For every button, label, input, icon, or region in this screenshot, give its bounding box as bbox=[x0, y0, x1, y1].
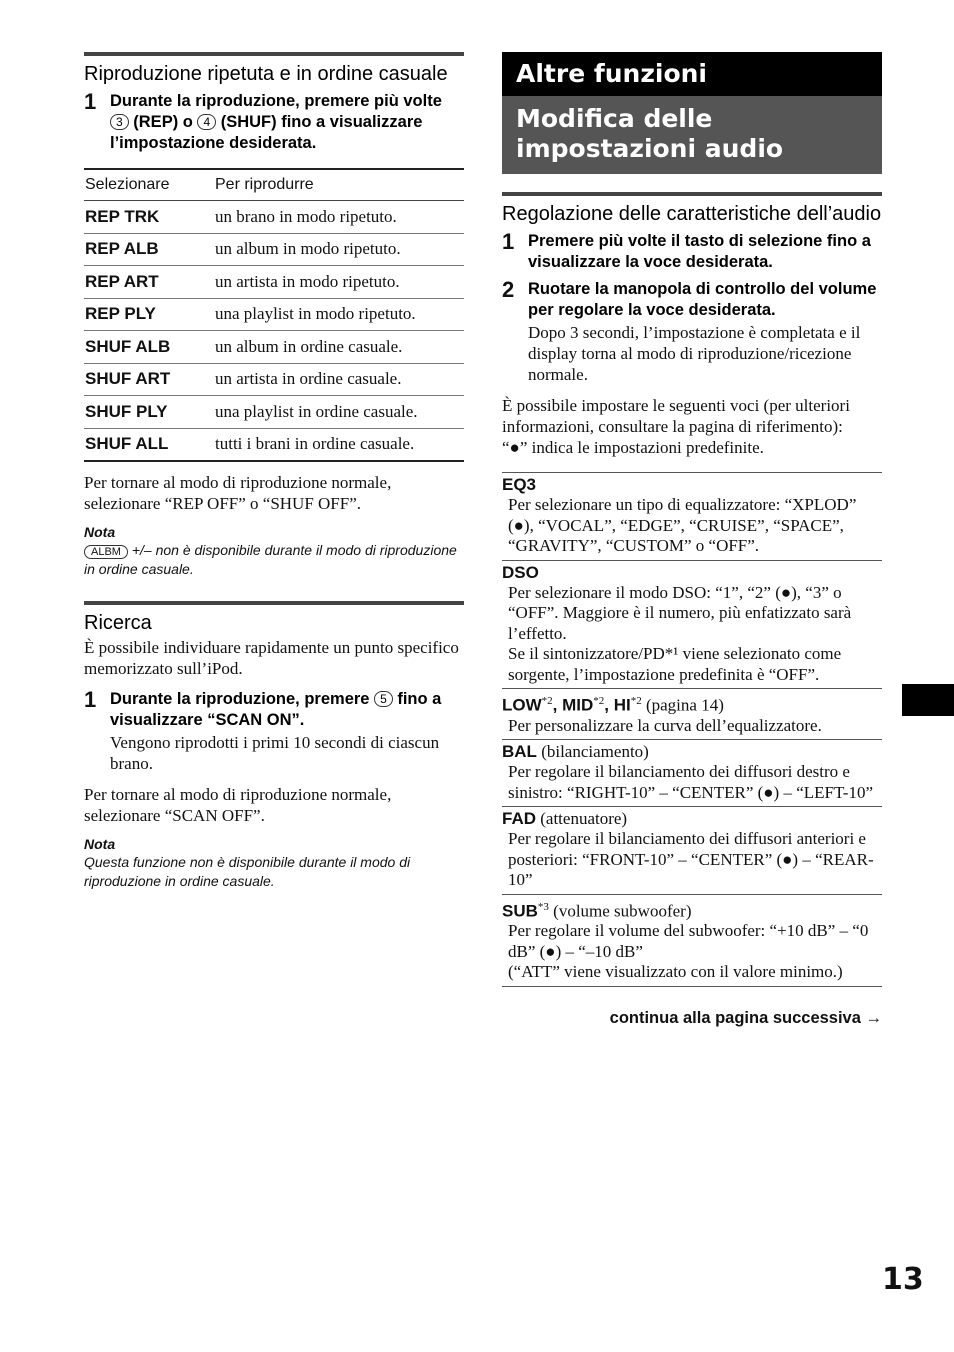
setting-key-suffix: (bilanciamento) bbox=[536, 742, 649, 762]
footnote-marker: *2 bbox=[630, 695, 642, 707]
section-rule bbox=[84, 601, 464, 605]
step-1-repeat bbox=[84, 91, 464, 154]
return-instruction: Per tornare al modo di riproduzione normale, selezionare “SCAN OFF”. bbox=[84, 785, 392, 825]
step-content bbox=[528, 279, 882, 385]
settings-intro: È possibile impostare le seguenti voci (per ulteriori informazioni, consultare la pagina di riferimento): bbox=[502, 396, 850, 436]
step-number: 1 bbox=[84, 89, 97, 114]
footnote-marker: *3 bbox=[537, 900, 549, 913]
table-cell-desc: un artista in modo ripetuto. bbox=[214, 266, 464, 299]
note-title: Nota bbox=[84, 836, 116, 852]
setting-low-mid-hi bbox=[502, 688, 882, 739]
table-cell-desc: una playlist in modo ripetuto. bbox=[214, 298, 464, 331]
button-3-key: 3 bbox=[110, 114, 129, 130]
note-text bbox=[84, 541, 464, 579]
setting-desc-extra: (“ATT” viene visualizzato con il valore minimo.) bbox=[508, 962, 843, 982]
section-rule bbox=[502, 192, 882, 196]
step-2-audio bbox=[502, 279, 882, 385]
setting-key-suffix: (attenuatore) bbox=[536, 809, 628, 829]
step-text-part: (REP) o bbox=[128, 113, 198, 131]
table-cell-key: SHUF ALL bbox=[84, 428, 214, 461]
button-4-key: 4 bbox=[197, 114, 216, 130]
setting-key-label: , MID bbox=[552, 695, 594, 715]
setting-key-label: BAL bbox=[502, 742, 537, 762]
table-row bbox=[84, 363, 464, 396]
step-1-audio bbox=[502, 231, 882, 273]
table-header: Selezionare bbox=[84, 169, 214, 201]
note-text: Questa funzione non è disponibile durante il modo di riproduzione in ordine casuale. bbox=[84, 854, 411, 889]
step-content bbox=[110, 689, 464, 774]
note-title: Nota bbox=[84, 524, 116, 540]
page-edge-tab bbox=[902, 684, 954, 716]
table-header-row bbox=[84, 169, 464, 201]
banner-subtitle: Modifica delle impostazioni audio bbox=[502, 96, 882, 174]
setting-key bbox=[502, 809, 882, 829]
setting-fad bbox=[502, 806, 882, 894]
setting-key-suffix: (pagina 14) bbox=[641, 695, 724, 715]
footnote-marker: *2 bbox=[541, 695, 553, 707]
section-title-audio: Regolazione delle caratteristiche dell’audio bbox=[502, 203, 882, 225]
table-row bbox=[84, 331, 464, 364]
setting-desc: Per regolare il bilanciamento dei diffusori destro e sinistro: “RIGHT-10” – “CENTER” (●) – “LEFT-10” bbox=[508, 762, 874, 802]
banner-title: Altre funzioni bbox=[502, 52, 882, 96]
setting-key bbox=[502, 691, 882, 716]
table-cell-key: SHUF ALB bbox=[84, 331, 214, 364]
setting-key bbox=[502, 897, 882, 922]
table-row bbox=[84, 233, 464, 266]
setting-desc: Per selezionare il modo DSO: “1”, “2” (●), “3” o “OFF”. Maggiore è il numero, più enfatizzato sarà l’effetto. bbox=[508, 582, 852, 643]
setting-key-label: LOW bbox=[502, 695, 542, 715]
table-row bbox=[84, 298, 464, 331]
setting-desc: Per selezionare un tipo di equalizzatore: “XPLOD” (●), “VOCAL”, “EDGE”, “CRUISE”, “SPACE”, “GRAVITY”, “CUSTOM” o “OFF”. bbox=[508, 495, 857, 555]
setting-key-label: SUB bbox=[502, 901, 538, 921]
footnote-marker: *2 bbox=[593, 695, 605, 707]
setting-desc-extra: Se il sintonizzatore/PD*¹ viene selezionato come sorgente, l’impostazione predefinita è “OFF”. bbox=[508, 644, 842, 684]
default-note: “●” indica le impostazioni predefinite. bbox=[502, 438, 764, 457]
table-cell-key: REP ALB bbox=[84, 233, 214, 266]
step-number: 1 bbox=[502, 229, 515, 254]
note-text-part: +/– non è disponibile durante il modo di riproduzione in ordine casuale. bbox=[84, 542, 457, 577]
table-cell-desc: un album in ordine casuale. bbox=[214, 331, 464, 364]
table-header: Per riprodurre bbox=[214, 169, 464, 201]
setting-key bbox=[502, 475, 882, 495]
table-cell-key: SHUF PLY bbox=[84, 396, 214, 429]
setting-sub bbox=[502, 894, 882, 987]
albm-button-key: ALBM bbox=[84, 545, 128, 559]
setting-key-suffix: (volume subwoofer) bbox=[548, 901, 692, 921]
return-instruction: Per tornare al modo di riproduzione normale, selezionare “REP OFF” o “SHUF OFF”. bbox=[84, 473, 392, 513]
step-body: Vengono riprodotti i primi 10 secondi di ciascun brano. bbox=[110, 733, 440, 773]
step-instruction bbox=[110, 689, 464, 731]
setting-key-label: FAD bbox=[502, 809, 536, 829]
table-row bbox=[84, 266, 464, 299]
continue-next-page: continua alla pagina successiva → bbox=[609, 1008, 882, 1027]
setting-key-label: DSO bbox=[502, 562, 539, 582]
setting-desc: Per regolare il bilanciamento dei diffusori anteriori e posteriori: “FRONT-10” – “CENTER” (●) – “REAR-10” bbox=[508, 829, 874, 890]
button-5-key: 5 bbox=[374, 691, 393, 707]
table-cell-desc: un album in modo ripetuto. bbox=[214, 233, 464, 266]
setting-desc: Per personalizzare la curva dell’equalizzatore. bbox=[508, 715, 822, 735]
step-text-part: Durante la riproduzione, premere più volte bbox=[110, 92, 442, 110]
step-body: Dopo 3 secondi, l’impostazione è completata e il display torna al modo di riproduzione/ricezione normale. bbox=[528, 323, 861, 384]
section-rule bbox=[84, 52, 464, 56]
setting-key bbox=[502, 742, 882, 762]
table-cell-key: REP TRK bbox=[84, 201, 214, 234]
setting-desc: Per regolare il volume del subwoofer: “+10 dB” – “0 dB” (●) – “–10 dB” bbox=[508, 921, 869, 961]
setting-dso bbox=[502, 560, 882, 689]
step-instruction: Premere più volte il tasto di selezione fino a visualizzare la voce desiderata. bbox=[528, 232, 871, 271]
table-cell-key: REP ART bbox=[84, 266, 214, 299]
section-title-repeat-shuffle: Riproduzione ripetuta e in ordine casuale bbox=[84, 63, 448, 85]
step-number: 2 bbox=[502, 277, 515, 302]
step-text-part: Durante la riproduzione, premere bbox=[110, 690, 375, 708]
step-instruction: Ruotare la manopola di controllo del volume per regolare la voce desiderata. bbox=[528, 280, 877, 319]
table-cell-key: SHUF ART bbox=[84, 363, 214, 396]
page-number: 13 bbox=[882, 1262, 924, 1297]
setting-key bbox=[502, 563, 882, 583]
table-cell-desc: una playlist in ordine casuale. bbox=[214, 396, 464, 429]
left-column bbox=[84, 52, 464, 891]
step-text-part: (SHUF) fino a visualizzare l’impostazione desiderata. bbox=[110, 113, 423, 152]
step-number: 1 bbox=[84, 687, 97, 712]
table-row bbox=[84, 396, 464, 429]
setting-key-label: , HI bbox=[604, 695, 631, 715]
right-column bbox=[502, 52, 882, 1028]
table-cell-key: REP PLY bbox=[84, 298, 214, 331]
setting-bal bbox=[502, 739, 882, 806]
table-cell-desc: un artista in ordine casuale. bbox=[214, 363, 464, 396]
table-cell-desc: un brano in modo ripetuto. bbox=[214, 201, 464, 234]
step-instruction bbox=[110, 91, 464, 154]
step-text-part: fino a visualizzare “SCAN ON”. bbox=[110, 690, 442, 729]
table-row bbox=[84, 428, 464, 461]
play-mode-table bbox=[84, 168, 464, 462]
table-cell-desc: tutti i brani in ordine casuale. bbox=[214, 428, 464, 461]
settings-list bbox=[502, 472, 882, 987]
step-1-search bbox=[84, 689, 464, 774]
search-intro: È possibile individuare rapidamente un punto specifico memorizzato sull’iPod. bbox=[84, 638, 459, 678]
setting-eq3 bbox=[502, 472, 882, 560]
section-title-search: Ricerca bbox=[84, 612, 152, 634]
setting-key-label: EQ3 bbox=[502, 475, 537, 494]
table-row bbox=[84, 201, 464, 234]
